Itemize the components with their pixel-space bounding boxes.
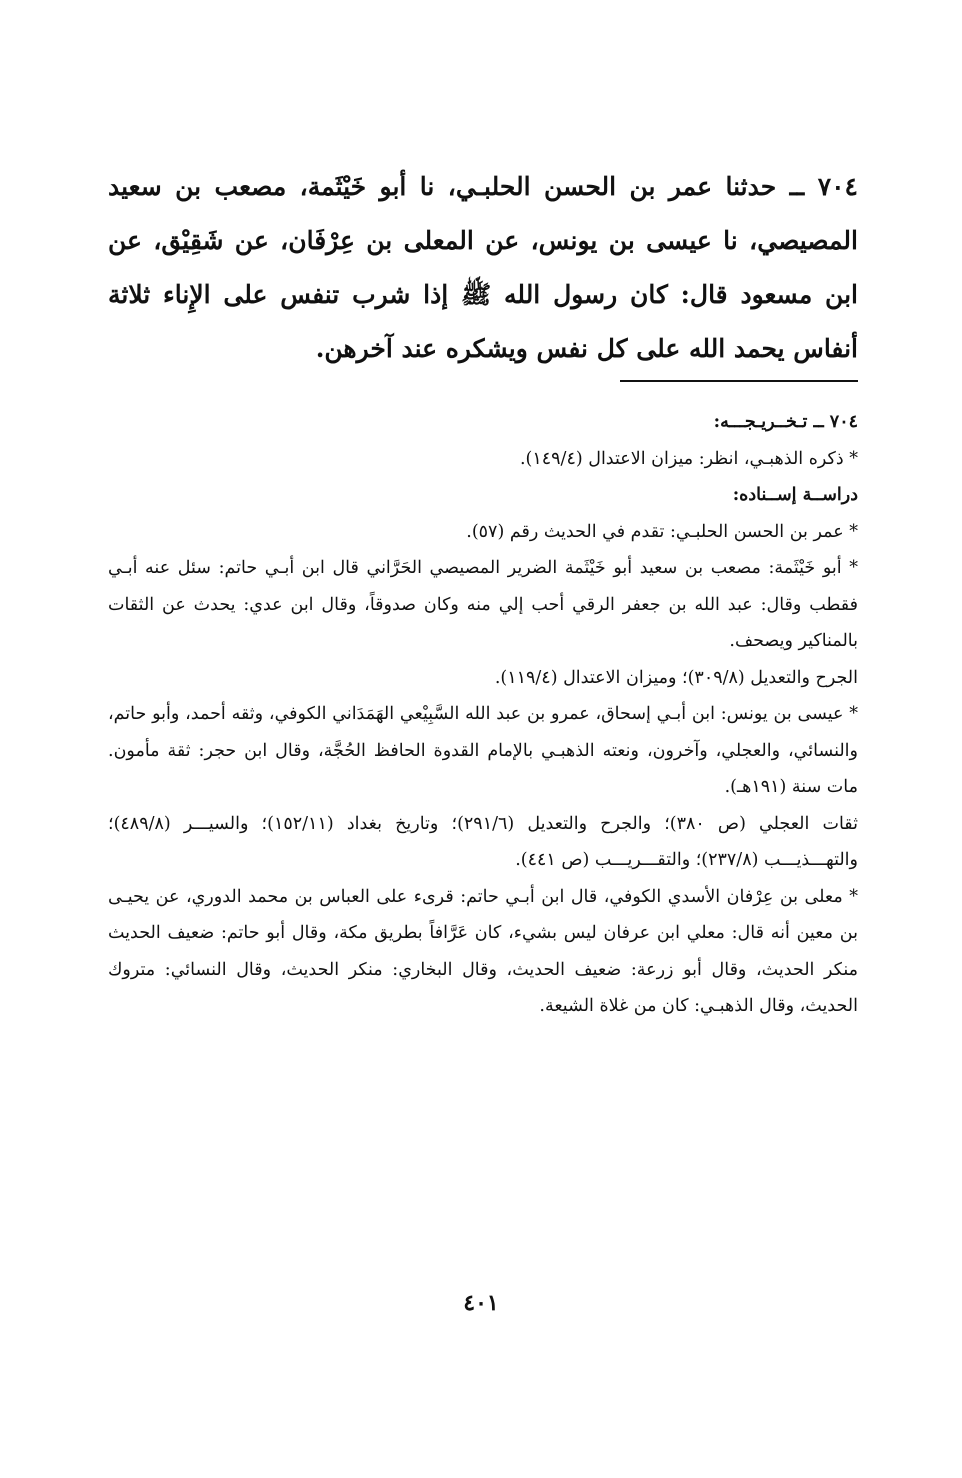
dirasa-heading: دراســة إســناده: xyxy=(732,485,858,505)
takhrij-line: * ذكره الذهبـي، انظر: ميزان الاعتدال (١٤٩/٤). xyxy=(519,448,858,469)
narrator-note: * عمر بن الحسن الحلبـي: تقدم في الحديث رقم (٥٧). xyxy=(466,521,858,542)
narrator-note: * معلى بن عِرْفان الأسدي الكوفي، قال ابن أبـي حاتم: قرىء على العباس بن محمد الدوري، عن يحيـى بن معين أنه قال: معلي ابن عرفان ليس بشيء، كان عَرَّافاً بطريق مكة، وقال أبو حاتم: ضعيف الحديث منكر الحديث، وقال أبو زرعة: ضعيف الحديث، وقال البخاري: منكر الحديث، وقال النسائي: متروك الحديث، وقال الذهبـي: كان من غلاة الشيعة. xyxy=(108,886,858,1016)
footnote-divider xyxy=(620,380,858,382)
narrator-reference: الجرح والتعديل (٣٠٩/٨)؛ وميزان الاعتدال (١١٩/٤). xyxy=(494,667,858,688)
footnotes xyxy=(108,404,858,1025)
narrator-note: * أبو خَيْثَمة: مصعب بن سعيد أبو خَيْثَمة الضرير المصيصي الحَرَّاني قال ابن أبـي حاتم: سئل عنه أبـي فقطب وقال: عبد الله بن جعفر الرقي أحب إلي منه وكان صدوقاً، وقال ابن عدي: يحدث عن الثقات بالمناكير ويصحف. xyxy=(108,558,858,651)
page-number: ٤٠١ xyxy=(463,1290,499,1316)
narrator-note: * عيسى بن يونس: ابن أبـي إسحاق، عمرو بن عبد الله السَّبِيْعي الهَمَدَاني الكوفي، وثقه أحمد، وأبو حاتم، والنسائي، والعجلي، وآخرون، ونعته الذهبـي بالإمام القدوة الحافظ الحُجَّة، وقال ابن حجر: ثقة مأمون. مات سنة (١٩١هـ). xyxy=(108,704,858,797)
takhrij-heading: ٧٠٤ ــ تـخــريـجـــه: xyxy=(713,412,858,432)
hadith-paragraph: ٧٠٤ ــ حدثنا عمر بن الحسن الحلبـي، نا أبو خَيْثَمة، مصعب بن سعيد المصيصي، نا عيسى بن يونس، عن المعلى بن عِرْفَان، عن شَقِيْق، عن ابن مسعود قال: كان رسول الله ﷺ إذا شرب تنفس على الإِناء ثلاثة أنفاس يحمد الله على كل نفس ويشكره عند آخرهن. xyxy=(108,172,858,363)
narrator-reference: ثقات العجلي (ص ٣٨٠)؛ والجرح والتعديل (٢٩١/٦)؛ وتاريخ بغداد (١٥٢/١١)؛ والسيـــر (٤٨٩/٨)؛ والتهـــذيـــب (٢٣٧/٨)؛ والتقـــريـــب (ص ٤٤١). xyxy=(108,813,859,870)
hadith-text xyxy=(108,160,858,376)
